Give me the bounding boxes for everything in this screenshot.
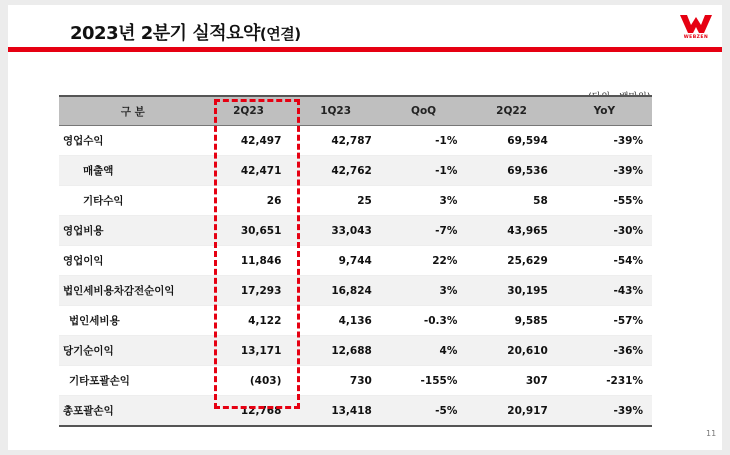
cell-qoq: -5% bbox=[381, 396, 467, 427]
cell-1q23: 730 bbox=[290, 366, 380, 396]
cell-1q23: 13,418 bbox=[290, 396, 380, 427]
cell-2q22: 69,594 bbox=[466, 126, 556, 156]
cell-2q23: 12,768 bbox=[207, 396, 291, 427]
cell-qoq: -1% bbox=[381, 156, 467, 186]
cell-yoy: -39% bbox=[557, 156, 652, 186]
column-header-2q22: 2Q22 bbox=[466, 96, 556, 126]
row-label: 매출액 bbox=[59, 156, 207, 186]
cell-2q22: 69,536 bbox=[466, 156, 556, 186]
row-label: 영업이익 bbox=[59, 246, 207, 276]
cell-2q22: 43,965 bbox=[466, 216, 556, 246]
cell-yoy: -30% bbox=[557, 216, 652, 246]
cell-yoy: -57% bbox=[557, 306, 652, 336]
table-row bbox=[59, 246, 652, 276]
column-header-1q23: 1Q23 bbox=[290, 96, 380, 126]
cell-1q23: 42,787 bbox=[290, 126, 380, 156]
cell-yoy: -39% bbox=[557, 396, 652, 427]
cell-2q23: 30,651 bbox=[207, 216, 291, 246]
cell-qoq: 3% bbox=[381, 186, 467, 216]
cell-2q23: 26 bbox=[207, 186, 291, 216]
cell-2q22: 9,585 bbox=[466, 306, 556, 336]
row-label: 영업수익 bbox=[59, 126, 207, 156]
cell-qoq: -1% bbox=[381, 126, 467, 156]
table-row bbox=[59, 336, 652, 366]
row-label: 기타수익 bbox=[59, 186, 207, 216]
cell-2q23: 11,846 bbox=[207, 246, 291, 276]
financial-summary-table bbox=[59, 95, 652, 427]
cell-1q23: 12,688 bbox=[290, 336, 380, 366]
column-header-yoy: YoY bbox=[557, 96, 652, 126]
cell-qoq: 3% bbox=[381, 276, 467, 306]
cell-1q23: 33,043 bbox=[290, 216, 380, 246]
table-row bbox=[59, 276, 652, 306]
cell-yoy: -39% bbox=[557, 126, 652, 156]
page-title bbox=[70, 19, 301, 45]
table-header-row bbox=[59, 96, 652, 126]
cell-yoy: -36% bbox=[557, 336, 652, 366]
cell-qoq: 22% bbox=[381, 246, 467, 276]
cell-2q22: 20,610 bbox=[466, 336, 556, 366]
cell-qoq: -0.3% bbox=[381, 306, 467, 336]
cell-yoy: -55% bbox=[557, 186, 652, 216]
row-label: 총포괄손익 bbox=[59, 396, 207, 427]
table-row bbox=[59, 156, 652, 186]
cell-2q22: 25,629 bbox=[466, 246, 556, 276]
cell-2q23: 42,471 bbox=[207, 156, 291, 186]
logo-text: WEBZEN bbox=[683, 35, 709, 40]
cell-2q22: 307 bbox=[466, 366, 556, 396]
cell-yoy: -43% bbox=[557, 276, 652, 306]
cell-qoq: 4% bbox=[381, 336, 467, 366]
row-label: 법인세비용차감전순이익 bbox=[59, 276, 207, 306]
cell-2q23: 4,122 bbox=[207, 306, 291, 336]
row-label: 당기순이익 bbox=[59, 336, 207, 366]
cell-2q22: 20,917 bbox=[466, 396, 556, 427]
cell-yoy: -54% bbox=[557, 246, 652, 276]
row-label: 영업비용 bbox=[59, 216, 207, 246]
table-row bbox=[59, 186, 652, 216]
row-label: 법인세비용 bbox=[59, 306, 207, 336]
webzen-logo-icon bbox=[678, 13, 714, 35]
cell-2q22: 58 bbox=[466, 186, 556, 216]
column-header-category: 구 분 bbox=[59, 96, 207, 126]
cell-2q23: 17,293 bbox=[207, 276, 291, 306]
webzen-logo bbox=[678, 13, 714, 45]
table-row bbox=[59, 396, 652, 427]
column-header-2q23: 2Q23 bbox=[207, 96, 291, 126]
row-label: 기타포괄손익 bbox=[59, 366, 207, 396]
cell-2q23: 42,497 bbox=[207, 126, 291, 156]
title-main: 2023년 2분기 실적요약 bbox=[70, 23, 260, 44]
cell-1q23: 4,136 bbox=[290, 306, 380, 336]
title-underline bbox=[8, 47, 722, 52]
page-number: 11 bbox=[706, 429, 717, 438]
cell-1q23: 16,824 bbox=[290, 276, 380, 306]
cell-1q23: 42,762 bbox=[290, 156, 380, 186]
column-header-qoq: QoQ bbox=[381, 96, 467, 126]
cell-yoy: -231% bbox=[557, 366, 652, 396]
cell-2q23: (403) bbox=[207, 366, 291, 396]
table-row bbox=[59, 126, 652, 156]
table-row bbox=[59, 216, 652, 246]
cell-qoq: -7% bbox=[381, 216, 467, 246]
cell-2q23: 13,171 bbox=[207, 336, 291, 366]
title-sub: (연결) bbox=[259, 25, 301, 43]
cell-2q22: 30,195 bbox=[466, 276, 556, 306]
table-row bbox=[59, 306, 652, 336]
table-row bbox=[59, 366, 652, 396]
cell-1q23: 25 bbox=[290, 186, 380, 216]
cell-qoq: -155% bbox=[381, 366, 467, 396]
cell-1q23: 9,744 bbox=[290, 246, 380, 276]
